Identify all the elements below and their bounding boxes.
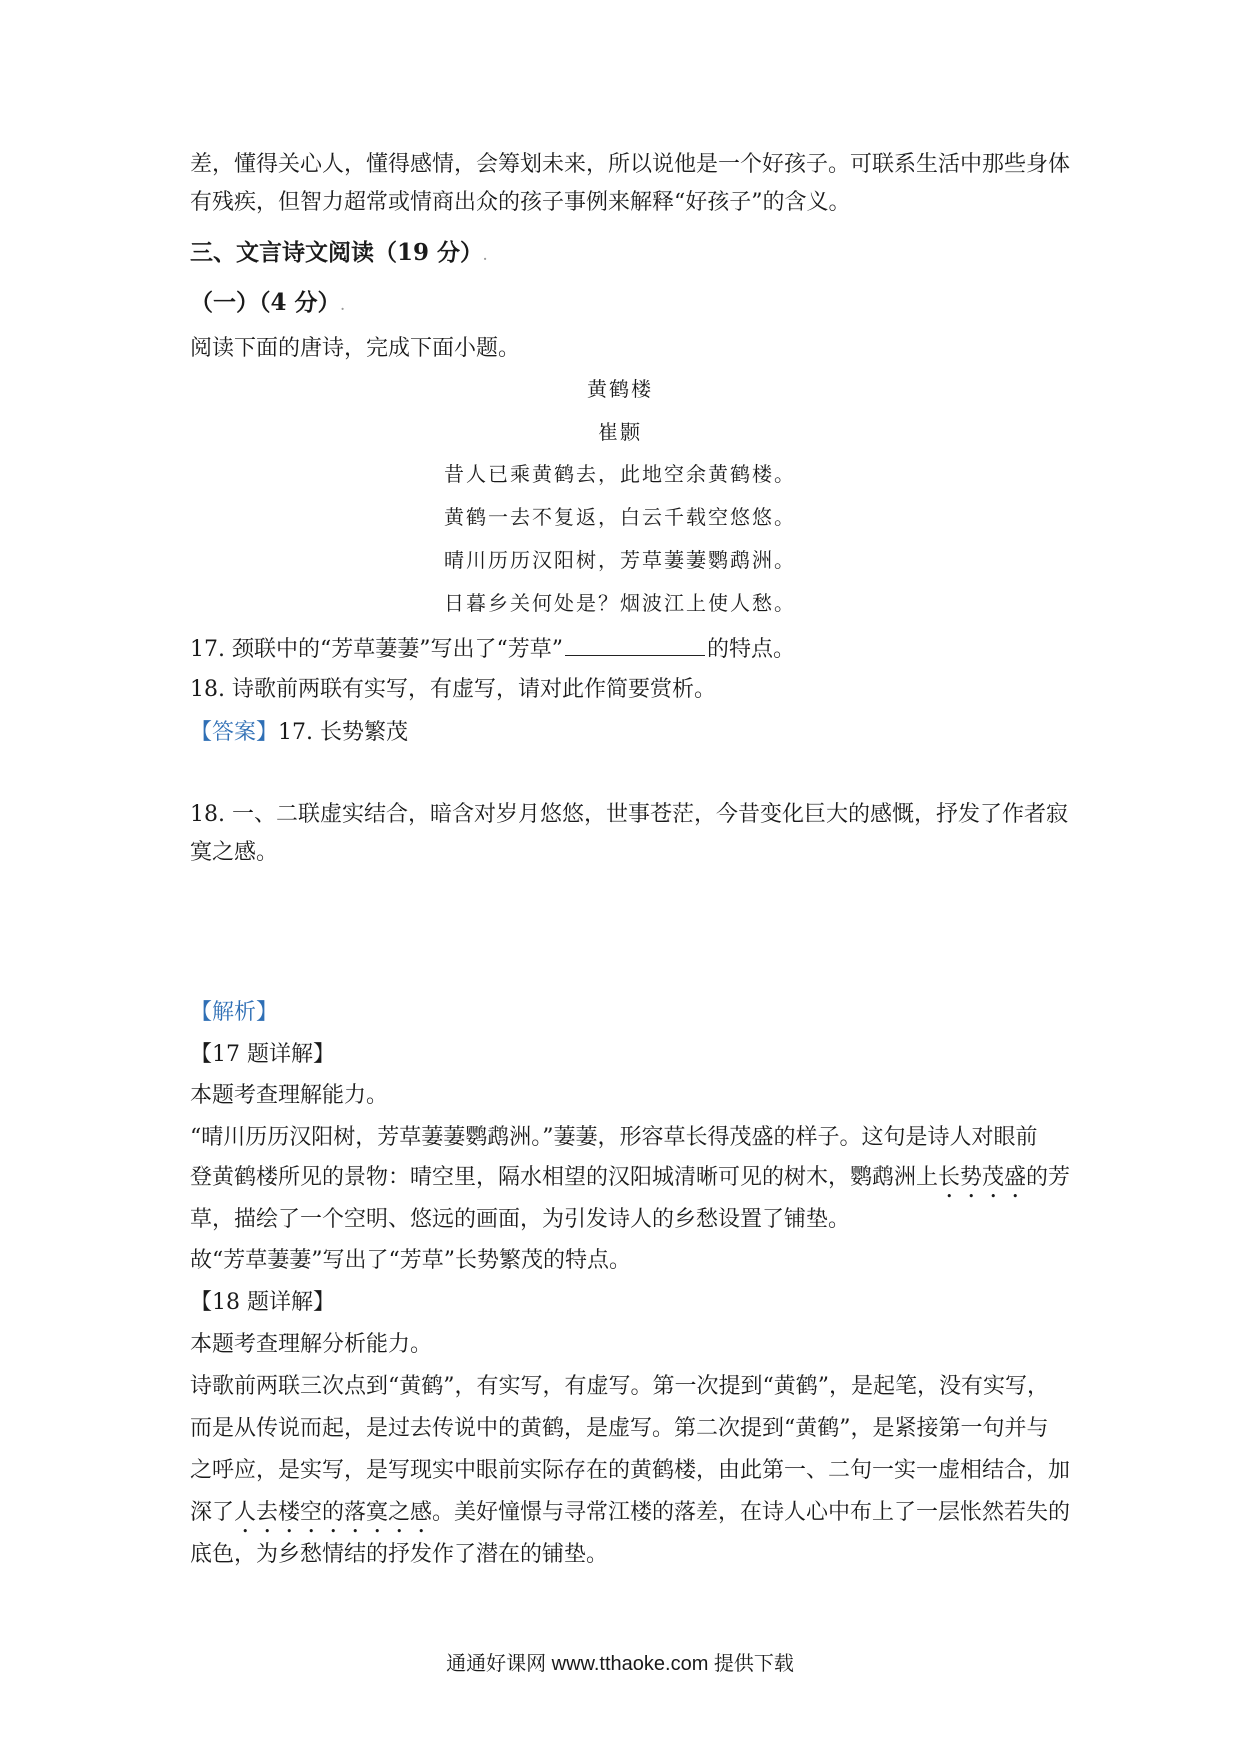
question-18: 18. 诗歌前两联有实写，有虚写，请对此作简要赏析。 [190,677,716,702]
footer-credit: 通通好课网 www.tthaoke.com 提供下载 [446,1653,794,1675]
poem-author: 崔颢 [598,420,642,444]
question-17-prefix: 17. 颈联中的“芳草萋萋”写出了“芳草” [190,637,563,662]
q17-detail-line-2-end: 的芳 [1026,1165,1071,1190]
answer-tag: 【答案】 [190,720,279,745]
q17-detail-line-2 [190,1163,1071,1203]
q18-detail-line-4-end: 。美好憧憬与寻常江楼的落差，在诗人心中布上了一层怅然若失的 [432,1500,1071,1525]
q17-conclusion: 故“芳草萋萋”写出了“芳草”长势繁茂的特点。 [190,1248,631,1273]
poem-line-2: 黄鹤一去不复返，白云千载空悠悠。 [444,505,796,529]
prev-answer-line-1: 差，懂得关心人，懂得感情，会筹划未来，所以说他是一个好孩子。可联系生活中那些身体 [190,152,1071,177]
q17-detail-heading: 【17 题详解】 [190,1042,335,1067]
section-title: 三、文言诗文阅读（19 分）. [190,239,488,266]
q18-detail-line-2: 而是从传说而起，是过去传说中的黄鹤，是虚写。第二次提到“黄鹤”，是紧接第一句并与 [190,1416,1049,1441]
section-title-text: 三、文言诗文阅读（19 分） [190,239,484,266]
q18-detail-line-4-start: 深了 [190,1500,235,1525]
q18-detail-line-5: 底色，为乡愁情结的抒发作了潜在的铺垫。 [190,1542,609,1567]
poem-title: 黄鹤楼 [587,377,653,401]
sub-section-title-text: （一）（4 分） [190,289,341,316]
q17-detail-line-1: “晴川历历汉阳树，芳草萋萋鹦鹉洲。”萋萋，形容草长得茂盛的样子。这句是诗人对眼前 [190,1125,1038,1150]
sub-section-title: （一）（4 分）. [190,289,345,316]
q17-detail-line-3: 草，描绘了一个空明、悠远的画面，为引发诗人的乡愁设置了铺垫。 [190,1207,851,1232]
q18-detail-line-1: 诗歌前两联三次点到“黄鹤”，有实写，有虚写。第一次提到“黄鹤”，是起笔，没有实写， [190,1374,1049,1399]
q18-detail-heading: 【18 题详解】 [190,1290,335,1315]
answer-18-line-1: 18. 一、二联虚实结合，暗含对岁月悠悠，世事苍茫，今昔变化巨大的感慨，抒发了作者寂 [190,802,1068,827]
analysis-tag: 【解析】 [190,1000,279,1025]
answer-17-text: 17. 长势繁茂 [278,720,408,745]
poem-line-4: 日暮乡关何处是？烟波江上使人愁。 [444,591,796,615]
q18-detail-intro: 本题考查理解分析能力。 [190,1332,433,1357]
emphasis-text: 长势茂盛 [938,1165,1027,1190]
emphasis-text: 人去楼空的落寞之感 [234,1500,433,1525]
question-17-suffix: 的特点。 [706,637,795,662]
question-17 [190,633,1060,665]
q18-detail-line-4 [190,1498,1071,1538]
q17-detail-intro: 本题考查理解能力。 [190,1083,389,1108]
poem-line-3: 晴川历历汉阳树，芳草萋萋鹦鹉洲。 [444,548,796,572]
instruction: 阅读下面的唐诗，完成下面小题。 [190,336,521,361]
answer-blank [565,633,705,656]
answer-17 [190,718,1060,748]
q18-detail-line-3: 之呼应，是实写，是写现实中眼前实际存在的黄鹤楼，由此第一、二句一实一虚相结合，加 [190,1458,1071,1483]
answer-18-line-2: 寞之感。 [190,840,279,865]
prev-answer-line-2: 有残疾，但智力超常或情商出众的孩子事例来解释“好孩子”的含义。 [190,190,851,215]
poem-line-1: 昔人已乘黄鹤去，此地空余黄鹤楼。 [444,462,796,486]
q17-detail-line-2-start: 登黄鹤楼所见的景物：晴空里，隔水相望的汉阳城清晰可见的树木，鹦鹉洲上 [190,1165,939,1190]
